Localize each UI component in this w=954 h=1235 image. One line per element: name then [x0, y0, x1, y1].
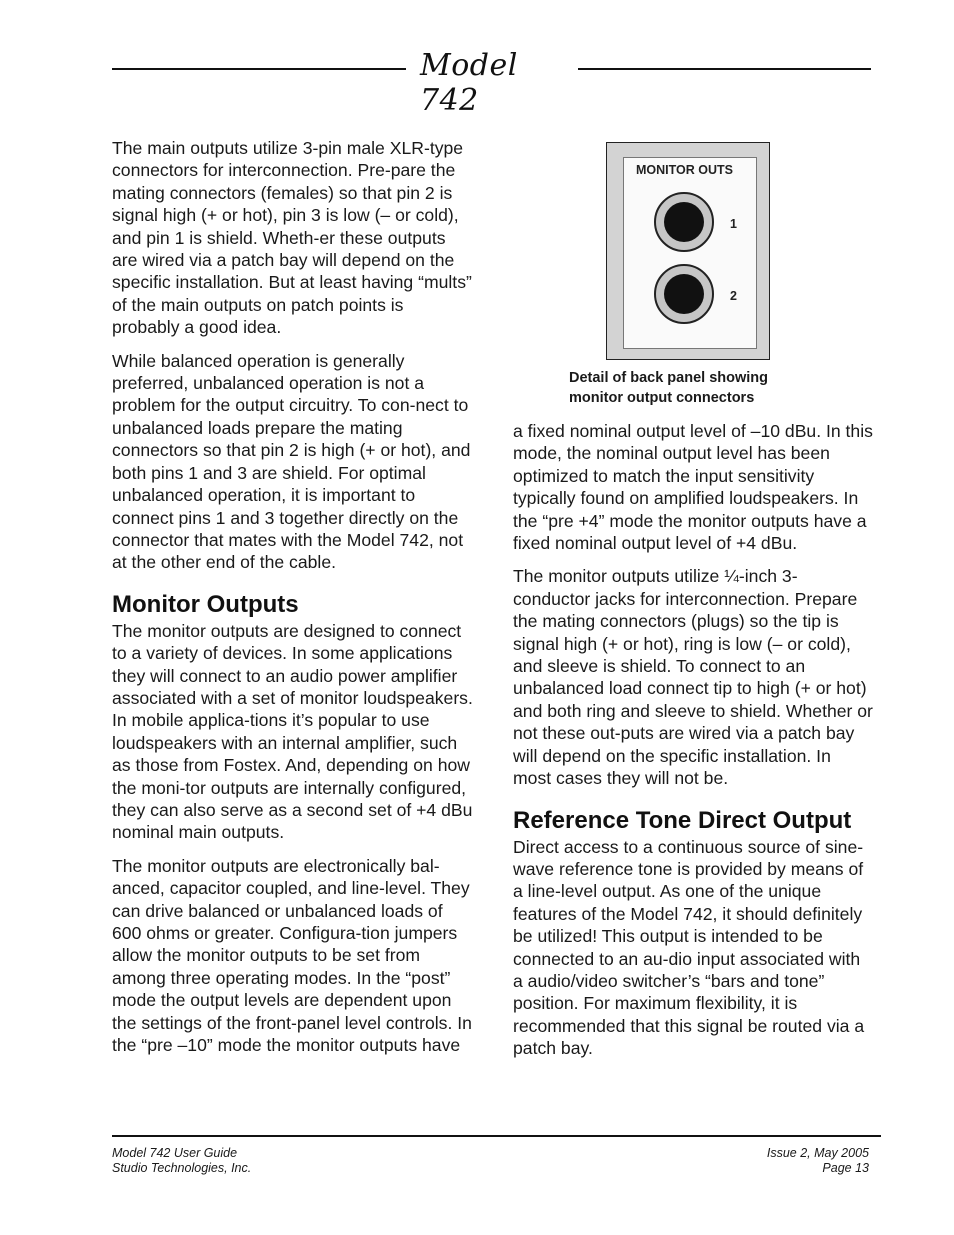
paragraph-monitor-electronics: The monitor outputs are electronically bal-anced, capacitor coupled, and line-level. They can drive balanced or unbalanced loads of 600 ohms or greater. Configura-tion jumpers allow the monitor outputs to be set from among three operating modes. In the “post” mode the output levels are dependent upon the settings of the front-panel level controls. In the “pre –10” mode the monitor outputs have: [112, 855, 472, 1056]
footer-issue: Issue 2, May 2005: [766, 1146, 869, 1160]
footer-guide-title: Model 742 User Guide: [112, 1146, 238, 1160]
paragraph-unbalanced: While balanced operation is generally preferred, unbalanced operation is not a problem for the output circuitry. To con-nect to unbalanced loads prepare the mating connectors so that pin 2 is high (+ or hot), and both pins 1 and 3 are shield. For optimal unbalanced operation, it is important to connect pins 1 and 3 together directly on the connector that mates with the Model 742, not at the other end of the cable.: [112, 350, 471, 573]
monitor-jack-1: [654, 192, 714, 252]
paragraph-monitor-jacks: The monitor outputs utilize ¼-inch 3-conductor jacks for interconnection. Prepare the mating connectors (plugs) so the tip is signal high (+ or hot), ring is low (– or cold), and sleeve is shield. To connect to an unbalanced load connect tip to high (+ or hot) and both ring and sleeve to shield. Whether or not these out-puts are wired via a patch bay will depend on the specific installation. In most cases they will not be.: [513, 566, 873, 789]
figure-caption: [569, 369, 768, 408]
footer-rule: [112, 1135, 881, 1137]
jack-1-hole: [664, 202, 704, 242]
panel-label: MONITOR OUTS: [636, 163, 733, 177]
footer-page-number: Page 13: [822, 1161, 869, 1175]
heading-reference-tone: Reference Tone Direct Output: [513, 806, 852, 834]
paragraph-main-outputs: The main outputs utilize 3-pin male XLR-type connectors for interconnection. Pre-pare the mating connectors (females) so that pin 2 is signal high (+ or hot), pin 3 is low (– or cold), and pin 1 is shield. Wheth-er these outputs are wired via a patch bay will depend on the specific installation. But at least having “mults” of the main outputs on patch points is probably a good idea.: [112, 138, 472, 338]
jack-2-number: 2: [730, 289, 737, 303]
left-column: [112, 137, 474, 1067]
heading-monitor-outputs: Monitor Outputs: [112, 590, 299, 618]
footer-right: [767, 1146, 869, 1176]
back-panel: [623, 157, 757, 349]
paragraph-monitor-intro: The monitor outputs are designed to connect to a variety of devices. In some applications they will connect to an audio power amplifier associated with a set of monitor loudspeakers. In mobile applica-tions it’s popular to use loudspeakers with an internal amplifier, such as those from Fostex. And, depending on how the moni-tor outputs are internally configured, they can also serve as a second set of +4 dBu nominal main outputs.: [112, 620, 473, 843]
monitor-jack-2: [654, 264, 714, 324]
jack-2-hole: [664, 274, 704, 314]
header-rule-right: [578, 68, 871, 70]
paragraph-pre10-mode: a fixed nominal output level of –10 dBu. In this mode, the nominal output level has been optimized to match the input sensitivity typically found on amplified loudspeakers. In the “pre +4” mode the monitor outputs have a fixed nominal output level of +4 dBu.: [513, 421, 873, 554]
page-title: Model 742: [420, 48, 518, 118]
caption-line-2: monitor output connectors: [569, 389, 755, 406]
header-rule-left: [112, 68, 406, 70]
right-column: [513, 420, 873, 1071]
caption-line-1: Detail of back panel showing: [569, 370, 769, 386]
back-panel-figure: [606, 142, 770, 360]
footer-left: [112, 1146, 251, 1176]
footer-company: Studio Technologies, Inc.: [112, 1161, 252, 1175]
jack-1-number: 1: [730, 217, 737, 231]
paragraph-reference-tone: Direct access to a continuous source of sine-wave reference tone is provided by means of a line-level output. As one of the unique features of the Model 742, it should definitely be utilized! This output is intended to be connected to an au-dio input associated with a audio/video switcher’s “bars and tone” position. For maximum flexibility, it is recommended that this signal be routed via a patch bay.: [513, 836, 865, 1059]
